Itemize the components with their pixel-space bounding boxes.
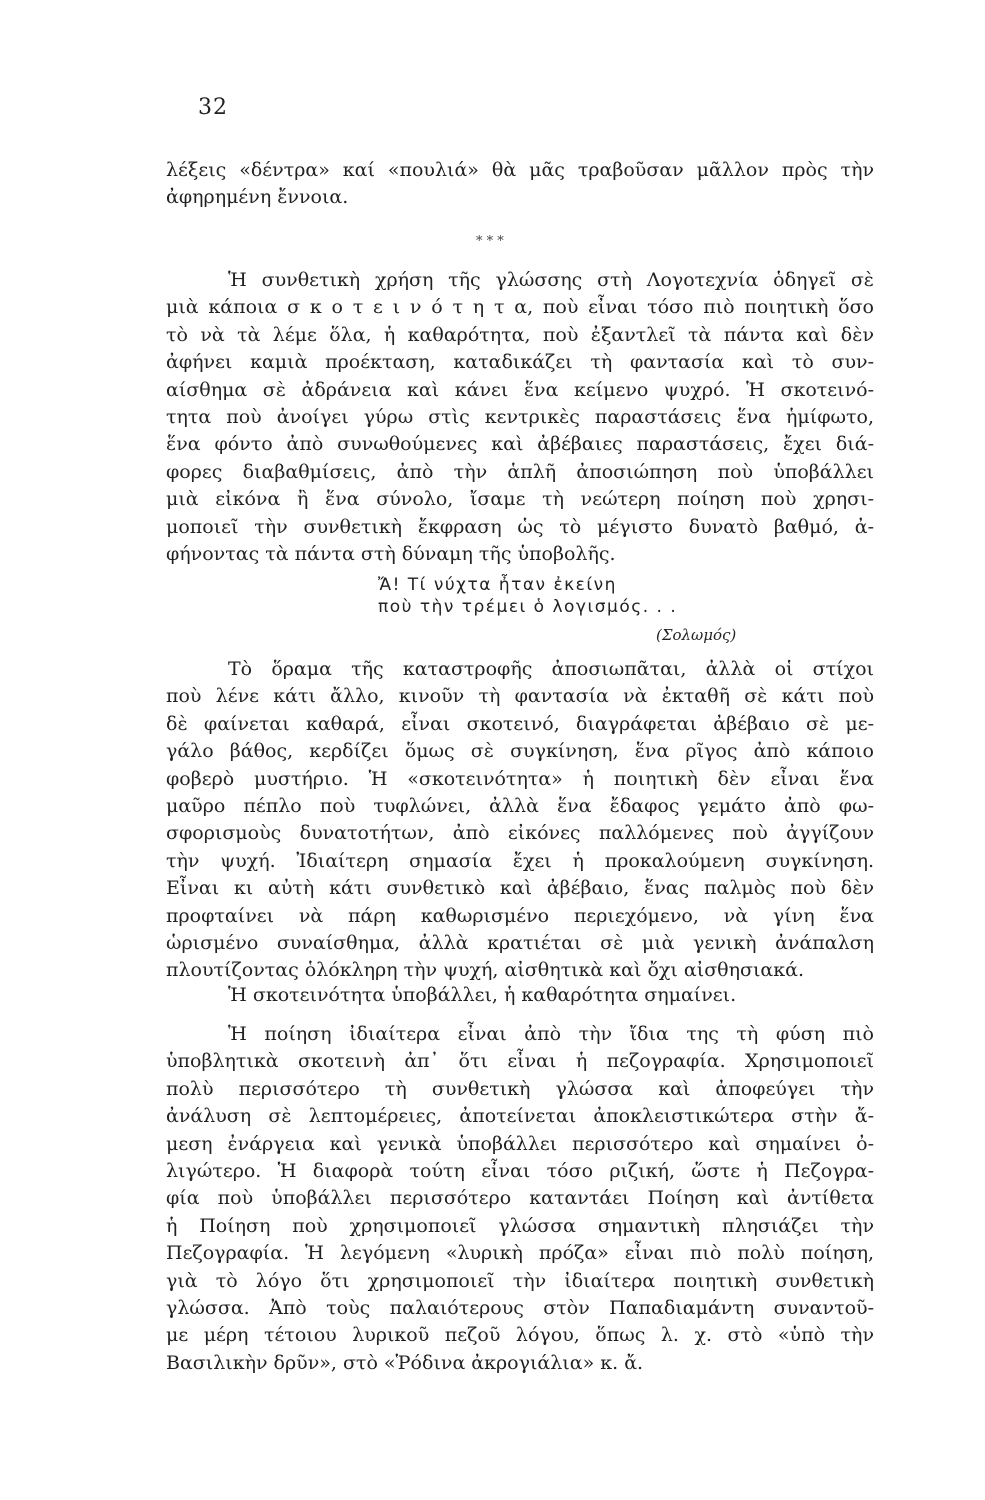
text-line: τὴν ψυχή. Ἰδιαίτερη σημασία ἔχει ἡ προκαλούμενη συγκίνηση. (166, 849, 874, 872)
text-line: ποὺ λένε κάτι ἄλλο, κινοῦν τὴ φαντασία νὰ ἐκταθῆ σὲ κάτι ποὺ (166, 685, 874, 708)
text-line: Πεζογραφία. Ἡ λεγόμενη «λυρικὴ πρόζα» εἶναι πιὸ πολὺ ποίηση, (166, 1242, 874, 1265)
text-line: ἀνάλυση σὲ λεπτομέρειες, ἀποτείνεται ἀποκλειστικώτερα στὴν ἄ- (166, 1105, 874, 1128)
text-line: μιὰ εἰκόνα ἢ ἕνα σύνολο, ἴσαμε τὴ νεώτερη ποίηση ποὺ χρησι- (166, 488, 874, 511)
text-line: ἀφηρημένη ἔννοια. (166, 186, 349, 209)
text-line: ἡ Ποίηση ποὺ χρησιμοποιεῖ γλώσσα σημαντικὴ πλησιάζει τὴν (166, 1214, 874, 1237)
text-line: δὲ φαίνεται καθαρά, εἶναι σκοτεινό, διαγράφεται ἀβέβαιο σὲ με- (166, 712, 874, 735)
text-line: Ἡ σκοτεινότητα ὑποβάλλει, ἡ καθαρότητα σημαίνει. (228, 984, 737, 1006)
text-line: Ἡ ποίηση ἰδιαίτερα εἶναι ἀπὸ τὴν ἴδια της τὴ φύση πιὸ (228, 1023, 874, 1045)
verse-quote (378, 574, 677, 618)
verse-line: ποὺ τὴν τρέμει ὁ λογισμός. . . (378, 597, 678, 617)
paragraph-synthetic-language (166, 267, 874, 568)
text-line: τὸ νὰ τὰ λέμε ὅλα, ἡ καθαρότητα, ποὺ ἐξαντλεῖ τὰ πάντα καὶ δὲν (166, 323, 874, 346)
text-line: φορες διαβαθμίσεις, ἀπὸ τὴν ἁπλῆ ἀποσιώπηση ποὺ ὑποβάλλει (166, 460, 874, 483)
text-line: φήνοντας τὰ πάντα στὴ δύναμη τῆς ὑποβολῆς. (166, 543, 616, 566)
section-separator: * * * (476, 234, 504, 249)
text-line: τητα ποὺ ἀνοίγει γύρω στὶς κεντρικὲς παραστάσεις ἕνα ἡμίφωτο, (166, 406, 874, 429)
text-line: Εἶναι κι αὐτὴ κάτι συνθετικὸ καὶ ἀβέβαιο, ἕνας παλμὸς ποὺ δὲν (166, 877, 874, 900)
text-line: Τὸ ὅραμα τῆς καταστροφῆς ἀποσιωπᾶται, ἀλλὰ οἱ στίχοι (228, 658, 874, 680)
text-line: μοποιεῖ τὴν συνθετικὴ ἔκφραση ὡς τὸ μέγιστο δυνατὸ βαθμό, ἀ- (166, 515, 874, 538)
text-line: φία ποὺ ὑποβάλλει περισσότερο καταντάει Ποίηση καὶ ἀντίθετα (166, 1187, 874, 1210)
text-line: λιγώτερο. Ἡ διαφορὰ τούτη εἶναι τόσο ριζική, ὥστε ἡ Πεζογρα- (166, 1160, 874, 1183)
paragraph-poetry-prose (166, 1021, 874, 1377)
text-line: μεση ἐνάργεια καὶ γενικὰ ὑποβάλλει περισσότερο καὶ σημαίνει ὀ- (166, 1132, 874, 1155)
text-line: φοβερὸ μυστήριο. Ἡ «σκοτεινότητα» ἡ ποιητικὴ δὲν εἶναι ἕνα (166, 767, 874, 790)
text-line: γάλο βάθος, κερδίζει ὅμως σὲ συγκίνηση, ἕνα ρῖγος ἀπὸ κάποιο (166, 740, 874, 763)
text-line: λέξεις «δέντρα» καί «πουλιά» θὰ μᾶς τραβοῦσαν μᾶλλον πρὸς τὴν (166, 159, 874, 181)
text-line: μαῦρο πέπλο ποὺ τυφλώνει, ἀλλὰ ἕνα ἔδαφος γεμάτο ἀπὸ φω- (166, 795, 874, 818)
text-line: ἕνα φόντο ἀπὸ συνωθούμενες καὶ ἀβέβαιες παραστάσεις, ἔχει διά- (166, 433, 874, 456)
text-line: ὑποβλητικὰ σκοτεινὴ ἀπ᾽ ὅτι εἶναι ἡ πεζογραφία. Χρησιμοποιεῖ (166, 1050, 874, 1073)
text-line: αίσθημα σὲ ἀδράνεια καὶ κάνει ἕνα κείμενο ψυχρό. Ἡ σκοτεινό- (166, 378, 874, 401)
text-line: ὡρισμένο συναίσθημα, ἀλλὰ κρατιέται σὲ μιὰ γενικὴ ἀνάπαλση (166, 932, 874, 955)
text-line: προφταίνει νὰ πάρη καθωρισμένο περιεχόμενο, νὰ γίνη ἕνα (166, 904, 874, 927)
text-line: Βασιλικὴν δρῦν», στὸ «Ῥόδινα ἀκρογιάλια» κ. ἄ. (166, 1351, 644, 1374)
text-line: ἀφήνει καμιὰ προέκταση, καταδικάζει τὴ φαντασία καὶ τὸ συν- (166, 351, 874, 374)
paragraph-darkness-vision (166, 656, 874, 985)
text-line: πολὺ περισσότερο τὴ συνθετικὴ γλώσσα καὶ ἀποφεύγει τὴν (166, 1077, 874, 1100)
text-line: πλουτίζοντας ὁλόκληρη τὴν ψυχή, αἰσθητικὰ καὶ ὄχι αἰσθησιακά. (166, 959, 804, 982)
page-number: 32 (198, 95, 228, 120)
text-line: γιὰ τὸ λόγο ὅτι χρησιμοποιεῖ τὴν ἰδιαίτερα ποιητικὴ συνθετικὴ (166, 1269, 874, 1292)
text-line: σφορισμοὺς δυνατοτήτων, ἀπὸ εἰκόνες παλλόμενες ποὺ ἀγγίζουν (166, 822, 874, 845)
text-line: μιὰ κάποια σ κ ο τ ε ι ν ό τ η τ α, ποὺ εἶναι τόσο πιὸ ποιητικὴ ὅσο (166, 296, 874, 319)
text-line: Ἡ συνθετικὴ χρήση τῆς γλώσσης στὴ Λογοτεχνία ὁδηγεῖ σὲ (228, 269, 874, 291)
text-line: γλώσσα. Ἀπὸ τοὺς παλαιότερους στὸν Παπαδιαμάντη συναντοῦ- (166, 1297, 874, 1320)
verse-line: Ἄ! Τί νύχτα ἦταν ἐκείνη (378, 575, 617, 595)
paragraph-continuation (166, 157, 874, 212)
paragraph-darkness-suggests (166, 982, 874, 1009)
verse-attribution: (Σολωμός) (656, 626, 737, 644)
text-line: με μέρη τέτοιου λυρικοῦ πεζοῦ λόγου, ὅπως λ. χ. στὸ «ὑπὸ τὴν (166, 1324, 874, 1347)
